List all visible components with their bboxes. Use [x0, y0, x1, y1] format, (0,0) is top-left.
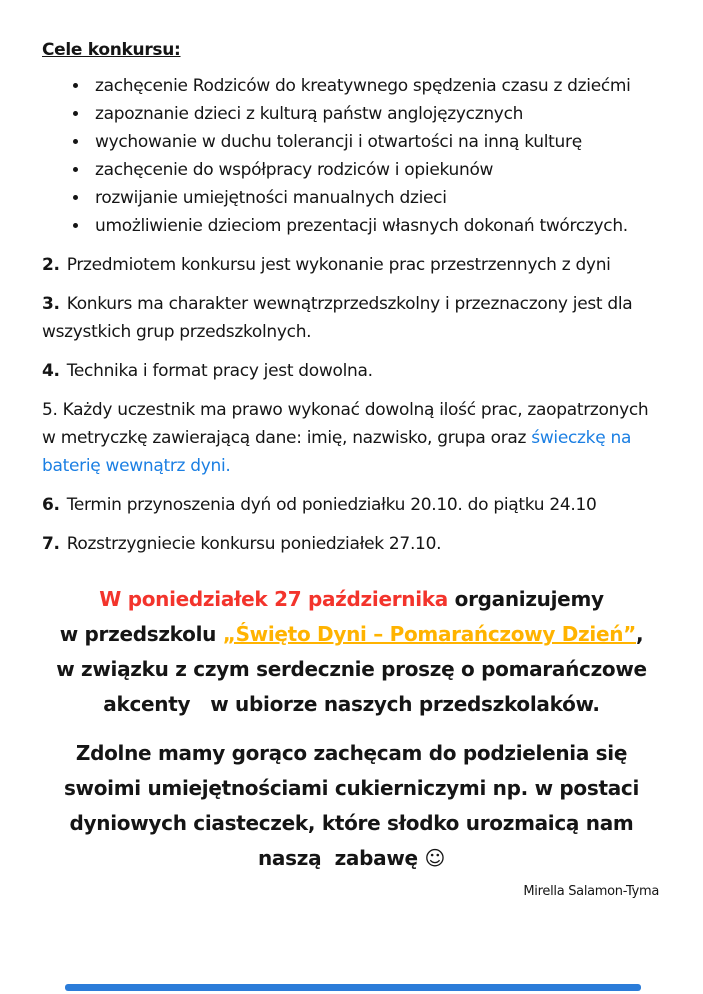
announcement-after-date: organizujemy	[447, 587, 604, 611]
item-text: Technika i format pracy jest dowolna.	[66, 361, 373, 381]
closing-paragraph	[42, 736, 661, 876]
bottom-blue-bar	[65, 984, 641, 991]
item-number: 3.	[42, 294, 60, 314]
announcement-line2-prefix: w przedszkolu	[59, 622, 223, 646]
item-text: Każdy uczestnik ma prawo wykonać dowolną ilość prac, zaopatrzonych w metryczkę zawierającą dane: imię, nazwisko, grupa oraz	[42, 400, 649, 448]
announcement-date-red: W poniedziałek 27 października	[99, 587, 448, 611]
announcement-line-2	[42, 617, 661, 652]
announcement-line-1	[42, 582, 661, 617]
item-text-highlight-blue: świeczkę na baterię wewnątrz dyni.	[42, 428, 632, 476]
list-item: • rozwijanie umiejętności manualnych dzieci	[90, 184, 661, 212]
page-title: Cele konkursu:	[42, 40, 181, 60]
list-item: • zachęcenie Rodziców do kreatywnego spędzenia czasu z dziećmi	[90, 72, 661, 100]
closing-line-1: Zdolne mamy gorąco zachęcam do podzielenia się	[75, 741, 628, 765]
item-text: Konkurs ma charakter wewnątrzprzedszkolny i przeznaczony jest dla wszystkich grup przedszkolnych.	[42, 294, 633, 342]
goals-list	[42, 72, 661, 240]
item-number: 2.	[42, 255, 60, 275]
signature: Mirella Salamon-Tyma	[523, 884, 659, 899]
item-number: 6.	[42, 495, 60, 515]
item-number: 5.	[42, 400, 58, 420]
announcement-paragraph	[42, 582, 661, 722]
closing-line-4: naszą zabawę ☺	[257, 846, 445, 870]
list-item: • zapoznanie dzieci z kulturą państw anglojęzycznych	[90, 100, 661, 128]
list-item: • umożliwienie dzieciom prezentacji własnych dokonań twórczych.	[90, 212, 661, 240]
numbered-item-4	[42, 357, 661, 385]
numbered-item-6	[42, 491, 661, 519]
event-name-orange: „Święto Dyni – Pomarańczowy Dzień”	[222, 622, 636, 646]
numbered-item-7	[42, 530, 661, 558]
announcement-line-3: w związku z czym serdecznie proszę o pomarańczowe	[56, 657, 647, 681]
item-text: Rozstrzygniecie konkursu poniedziałek 27.10.	[66, 534, 442, 554]
numbered-item-3	[42, 290, 661, 346]
numbered-item-2	[42, 251, 661, 279]
list-item: • wychowanie w duchu tolerancji i otwartości na inną kulturę	[90, 128, 661, 156]
item-text: Przedmiotem konkursu jest wykonanie prac przestrzennych z dyni	[66, 255, 611, 275]
numbered-item-5	[42, 396, 661, 480]
announcement-line2-suffix: ,	[636, 622, 644, 646]
closing-line-3: dyniowych ciasteczek, które słodko urozmaicą nam	[69, 811, 634, 835]
item-number: 7.	[42, 534, 60, 554]
announcement-line-4: akcenty w ubiorze naszych przedszkolaków.	[103, 692, 600, 716]
list-item: • zachęcenie do współpracy rodziców i opiekunów	[90, 156, 661, 184]
item-text: Termin przynoszenia dyń od poniedziałku 20.10. do piątku 24.10	[66, 495, 597, 515]
item-number: 4.	[42, 361, 60, 381]
closing-line-2: swoimi umiejętnościami cukierniczymi np. w postaci	[63, 776, 640, 800]
